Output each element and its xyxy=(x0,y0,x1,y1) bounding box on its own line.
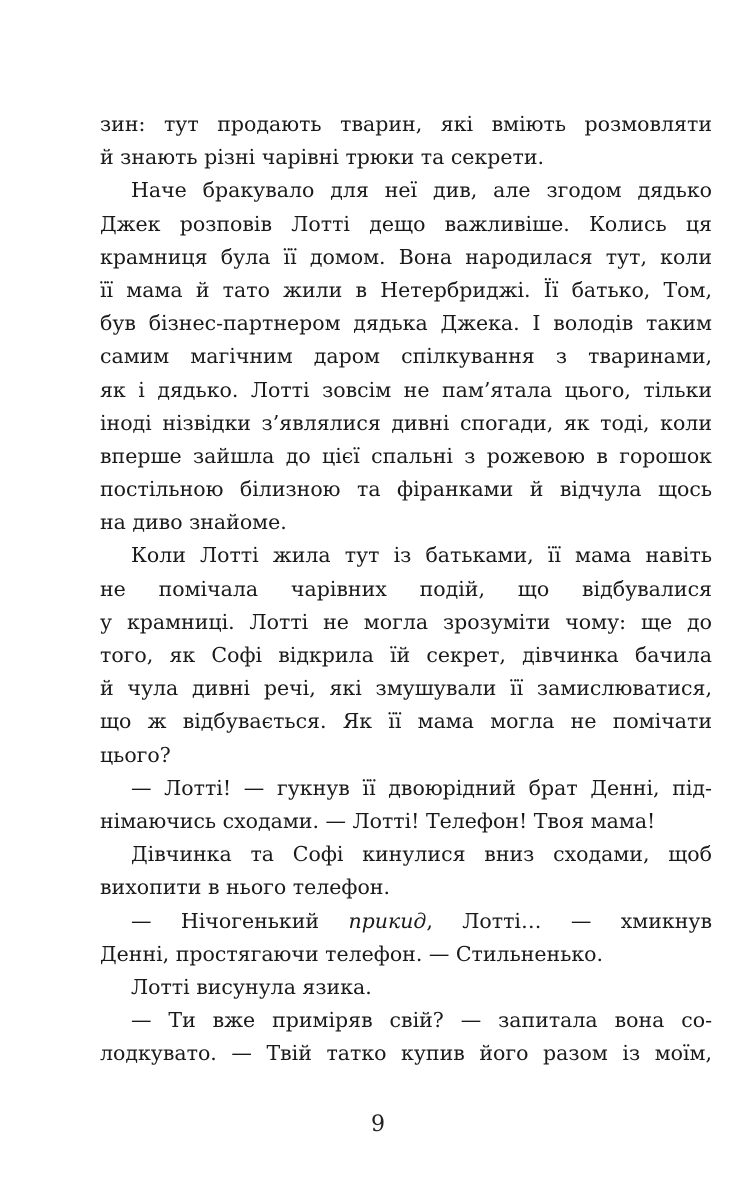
text-line: іноді нізвідки з’являлися дивні спогади, як тоді, коли xyxy=(100,410,712,435)
text-line: самим магічним даром спілкування з тваринами, xyxy=(100,344,712,369)
text-line: лодкувато. — Твій татко купив його разом із моїм, xyxy=(100,1041,712,1066)
page-text xyxy=(100,108,712,1070)
page-number: 9 xyxy=(371,1112,385,1137)
text-line: на диво знайоме. xyxy=(100,510,287,535)
text-line: її мама й тато жили в Нетербриджі. Її батько, Том, xyxy=(100,277,712,302)
text-line: вихопити в нього телефон. xyxy=(100,875,390,900)
paragraph-start: Наче бракувало для неї див, але згодом дядько xyxy=(131,178,712,203)
paragraph-start: Лотті висунула язика. xyxy=(131,974,372,999)
text-segment: — Нічогенький xyxy=(131,908,320,933)
text-segment: , Лотті… — хмикнув xyxy=(426,908,712,933)
text-line: був бізнес-партнером дядька Джека. І володів таким xyxy=(100,311,712,336)
text-line: постільною білизною та фіранками й відчула щось xyxy=(100,477,712,502)
paragraph-start: — Ти вже приміряв свій? — запитала вона со- xyxy=(131,1008,712,1033)
text-line: Денні, простягаючи телефон. — Стильненько. xyxy=(100,941,604,966)
text-line: зин: тут продають тварин, які вміють розмовляти xyxy=(100,112,712,136)
paragraph-start: — Лотті! — гукнув її двоюрідний брат Денні, під- xyxy=(131,775,712,800)
text-line: крамниця була її домом. Вона народилася тут, коли xyxy=(100,244,712,269)
italic-word: прикид xyxy=(348,908,427,933)
text-line: у крамниці. Лотті не могла зрозуміти чому: ще до xyxy=(100,609,712,634)
text-line: що ж відбувається. Як її мама могла не помічати xyxy=(100,709,712,734)
text-line: німаючись сходами. — Лотті! Телефон! Твоя мама! xyxy=(100,808,656,833)
text-line: й чула дивні речі, які змушували її замислюватися, xyxy=(100,676,712,701)
text-line: вперше зайшла до цієї спальні з рожевою в горошок xyxy=(100,443,712,468)
paragraph-start: Коли Лотті жила тут із батьками, її мама навіть xyxy=(131,543,712,568)
paragraph-start: Дівчинка та Софі кинулися вниз сходами, щоб xyxy=(131,842,712,867)
text-line: як і дядько. Лотті зовсім не пам’ятала цього, тільки xyxy=(100,377,712,402)
text-line: того, як Софі відкрила їй секрет, дівчинка бачила xyxy=(100,643,712,667)
paragraph-start xyxy=(100,905,712,938)
text-line: цього? xyxy=(100,742,171,767)
text-line: не помічала чарівних подій, що відбувалися xyxy=(100,576,712,601)
text-line: Джек розповів Лотті дещо важливіше. Колись ця xyxy=(100,211,712,236)
text-line: й знають різні чарівні трюки та секрети. xyxy=(100,145,545,170)
